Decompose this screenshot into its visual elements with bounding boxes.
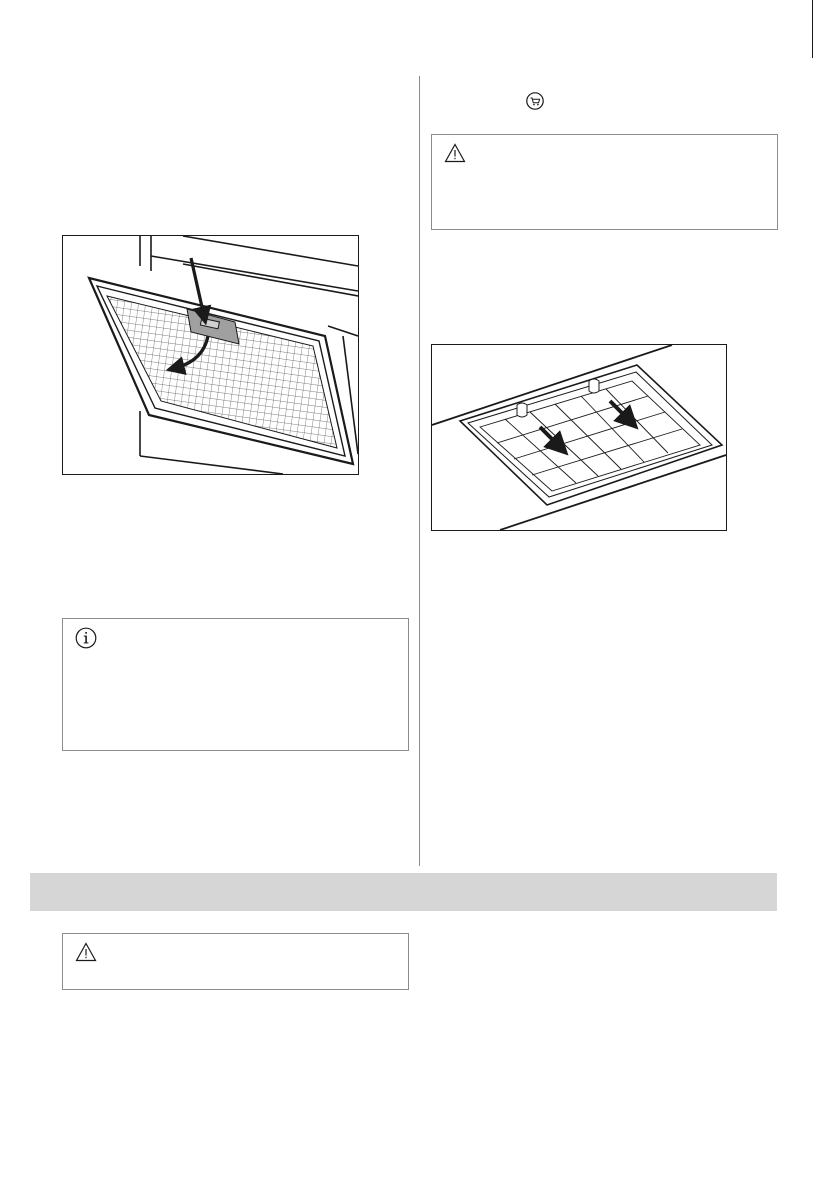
carbon-filter-figure bbox=[431, 344, 727, 531]
warning-notice-top bbox=[431, 134, 778, 230]
section-heading-bar bbox=[30, 873, 777, 911]
column-divider bbox=[419, 76, 420, 866]
grease-filter-figure bbox=[62, 235, 359, 475]
carbon-filter-tab-left bbox=[517, 403, 527, 417]
warning-triangle-icon bbox=[444, 143, 466, 168]
grease-filter-illustration bbox=[63, 236, 358, 474]
warning-notice-bottom bbox=[62, 933, 409, 990]
info-notice bbox=[62, 618, 409, 751]
carbon-filter-tab-right bbox=[589, 379, 599, 393]
shopping-cart-icon bbox=[526, 92, 544, 110]
carbon-filter-illustration bbox=[432, 345, 726, 530]
page-corner-mark bbox=[812, 0, 813, 58]
warning-triangle-icon bbox=[75, 942, 97, 967]
information-icon bbox=[75, 627, 97, 654]
